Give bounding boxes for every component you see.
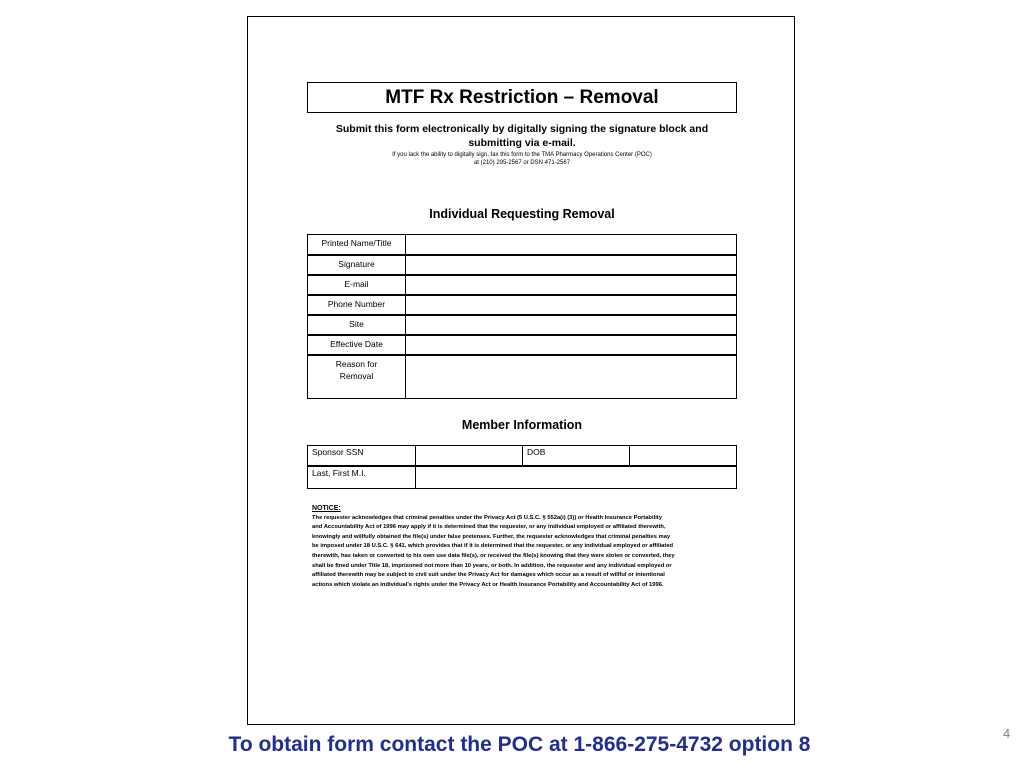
row-sponsor-ssn — [308, 446, 737, 466]
row-printed-name — [308, 235, 737, 255]
field-label: E-mail — [308, 275, 406, 295]
member-name-input[interactable] — [416, 466, 737, 489]
individual-section-heading: Individual Requesting Removal — [429, 207, 615, 221]
row-site — [308, 315, 737, 335]
form-title: MTF Rx Restriction – Removal — [307, 82, 737, 113]
row-email — [308, 275, 737, 295]
sponsor-ssn-input[interactable] — [416, 446, 523, 466]
instruction-line-2: submitting via e-mail. — [468, 137, 576, 149]
notice-line: therewith, has taken or converted to his own use data file(s), or received the file(s) knowing that they were stolen or converted, they — [312, 552, 675, 559]
notice-line: knowingly and willfully obtained the file(s) under false pretenses. Further, the requester acknowledges that criminal penalties may — [312, 533, 671, 540]
dob-label: DOB — [523, 446, 630, 466]
notice-line: The requester acknowledges that criminal penalties under the Privacy Act (5 U.S.C. § 552a(i) (3)) or Health Insurance Portability — [312, 514, 662, 521]
poc-contact-footer: To obtain form contact the POC at 1-866-275-4732 option 8 — [228, 733, 811, 756]
notice-line: be imposed under 18 U.S.C. § 641, which provides that if it is determined that the requester, or any individual employed or affiliated — [312, 543, 674, 550]
slide-number: 4 — [1003, 726, 1011, 741]
dob-input[interactable] — [630, 446, 737, 466]
field-label: Signature — [308, 255, 406, 275]
field-label: Phone Number — [308, 295, 406, 315]
reason-input[interactable] — [406, 355, 737, 399]
notice-heading: NOTICE: — [312, 505, 341, 512]
member-table — [307, 445, 737, 489]
phone-input[interactable] — [406, 295, 737, 315]
notice-line: actions which violate an individual's rights under the Privacy Act or Health Insurance Portability and Accountability Act of 1996. — [312, 581, 664, 588]
row-signature — [308, 255, 737, 275]
member-name-label: Last, First M.I. — [308, 466, 416, 489]
instruction-line-1: Submit this form electronically by digitally signing the signature block and — [335, 123, 709, 135]
fax-instructions — [307, 151, 737, 167]
printed-name-input[interactable] — [406, 235, 737, 255]
row-member-name — [308, 466, 737, 489]
fax-line-2: at (210) 295-2567 or DSN 471-2567 — [473, 160, 571, 166]
effective-date-input[interactable] — [406, 335, 737, 355]
sponsor-ssn-label: Sponsor SSN — [308, 446, 416, 466]
fax-line-1: If you lack the ability to digitally sign, fax this form to the TMA Pharmacy Operations Center (POC) — [392, 152, 652, 158]
row-phone — [308, 295, 737, 315]
field-label: Effective Date — [308, 335, 406, 355]
row-reason — [308, 355, 737, 399]
row-effective-date — [308, 335, 737, 355]
field-label: Printed Name/Title — [308, 235, 406, 255]
field-label: Site — [308, 315, 406, 335]
site-input[interactable] — [406, 315, 737, 335]
notice-line: shall be fined under Title 18, imprisoned not more than 10 years, or both. In addition, the requester and any individual employed or — [312, 562, 672, 569]
member-section-heading: Member Information — [461, 418, 583, 432]
individual-table — [307, 234, 737, 399]
signature-input[interactable] — [406, 255, 737, 275]
notice-block — [312, 504, 732, 590]
submit-instructions — [307, 122, 737, 150]
notice-line: and Accountability Act of 1996 may apply if it is determined that the requester, or any individual employed or affiliated therewith, — [312, 524, 666, 531]
email-input[interactable] — [406, 275, 737, 295]
form-page — [247, 16, 795, 725]
notice-line: affiliated therewith may be subject to civil suit under the Privacy Act for damages which occur as a result of willful or intentional — [312, 572, 665, 579]
field-label: Reason for Removal — [308, 355, 406, 399]
